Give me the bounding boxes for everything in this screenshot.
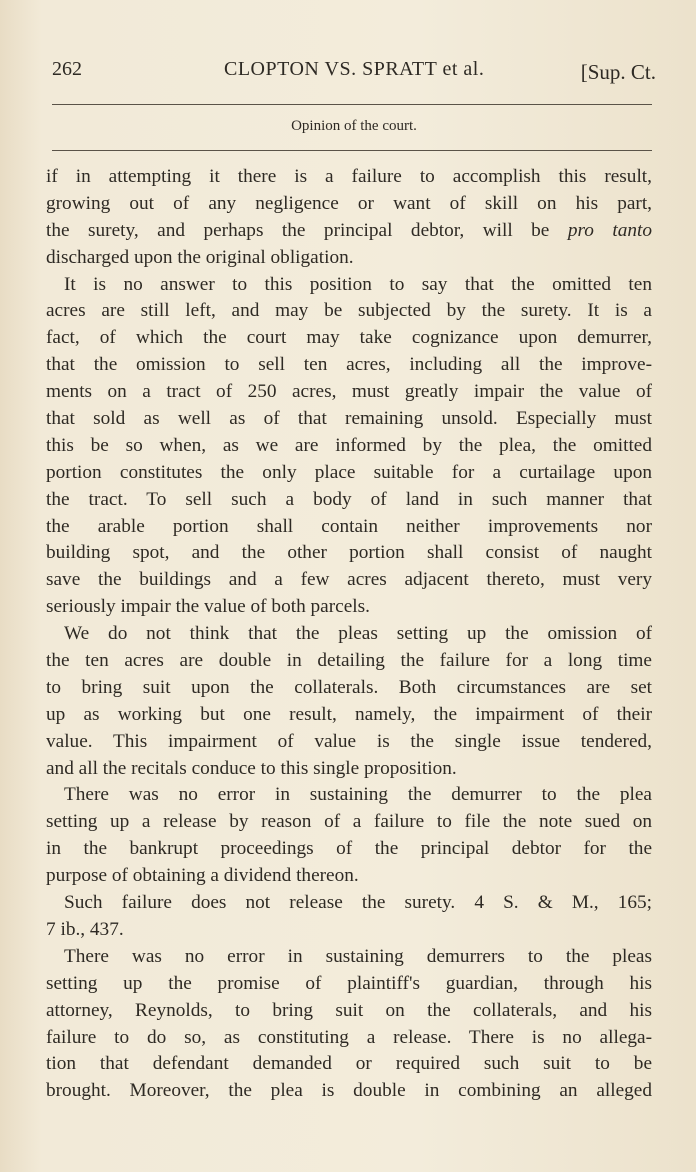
text-line: There was no error in sustaining the demurrer to the plea	[64, 784, 652, 806]
text-line: setting up a release by reason of a failure to file the note sued on	[46, 811, 652, 833]
text-line: the arable portion shall contain neither improvements nor	[46, 515, 652, 537]
text-line: tion that defendant demanded or required such suit to be	[46, 1053, 652, 1075]
text-line: to bring suit upon the collaterals. Both circumstances are set	[46, 676, 652, 698]
text-line: value. This impairment of value is the single issue tendered,	[46, 730, 652, 752]
italic-phrase: pro tanto	[567, 219, 652, 241]
text-line: acres are still left, and may be subjected by the surety. It is a	[46, 300, 652, 322]
text-line: There was no error in sustaining demurrers to the pleas	[64, 945, 652, 967]
page-header	[52, 58, 656, 92]
text-line: It is no answer to this position to say that the omitted ten	[64, 273, 652, 295]
text-line: Such failure does not release the surety. 4 S. & M., 165;	[64, 892, 652, 914]
text-line: growing out of any negligence or want of skill on his part,	[46, 192, 652, 214]
opinion-text	[46, 164, 652, 1105]
text-line: failure to do so, as constituting a release. There is no allega-	[46, 1026, 652, 1048]
text-line: 7 ib., 437.	[46, 918, 124, 940]
text-line: this be so when, as we are informed by the plea, the omitted	[46, 434, 652, 456]
text-line: the ten acres are double in detailing the failure for a long time	[46, 650, 652, 672]
text-line: the tract. To sell such a body of land in such manner that	[46, 488, 652, 510]
text-line: the surety, and perhaps the principal debtor, will be pro tanto	[46, 219, 652, 241]
text-line: seriously impair the value of both parcels.	[46, 596, 370, 618]
text-line: building spot, and the other portion shall consist of naught	[46, 542, 652, 564]
subhead-rule	[52, 150, 652, 151]
text-line: purpose of obtaining a dividend thereon.	[46, 865, 359, 887]
text-line: ments on a tract of 250 acres, must greatly impair the value of	[46, 381, 652, 403]
court-label: [Sup. Ct.	[580, 60, 656, 84]
text-line: fact, of which the court may take cognizance upon demurrer,	[46, 327, 652, 349]
text-line: attorney, Reynolds, to bring suit on the collaterals, and his	[46, 999, 652, 1021]
text-line: in the bankrupt proceedings of the principal debtor for the	[46, 838, 652, 860]
text-line: and all the recitals conduce to this single proposition.	[46, 757, 457, 779]
text-line: save the buildings and a few acres adjacent thereto, must very	[46, 569, 652, 591]
running-title: CLOPTON VS. SPRATT et al.	[224, 58, 485, 80]
text-line: that the omission to sell ten acres, including all the improve-	[46, 354, 652, 376]
text-line: brought. Moreover, the plea is double in combining an alleged	[46, 1080, 652, 1102]
text-line: setting up the promise of plaintiff's guardian, through his	[46, 972, 652, 994]
text-line: discharged upon the original obligation.	[46, 246, 354, 268]
text-line: up as working but one result, namely, the impairment of their	[46, 703, 652, 725]
text-line: We do not think that the pleas setting up the omission of	[64, 623, 652, 645]
header-rule	[52, 104, 652, 105]
text-line: portion constitutes the only place suitable for a curtailage upon	[46, 461, 652, 483]
page-number: 262	[52, 58, 82, 80]
section-subhead: Opinion of the court.	[291, 118, 417, 134]
text-line: that sold as well as of that remaining unsold. Especially must	[46, 408, 652, 430]
text-line: if in attempting it there is a failure to accomplish this result,	[46, 166, 652, 187]
